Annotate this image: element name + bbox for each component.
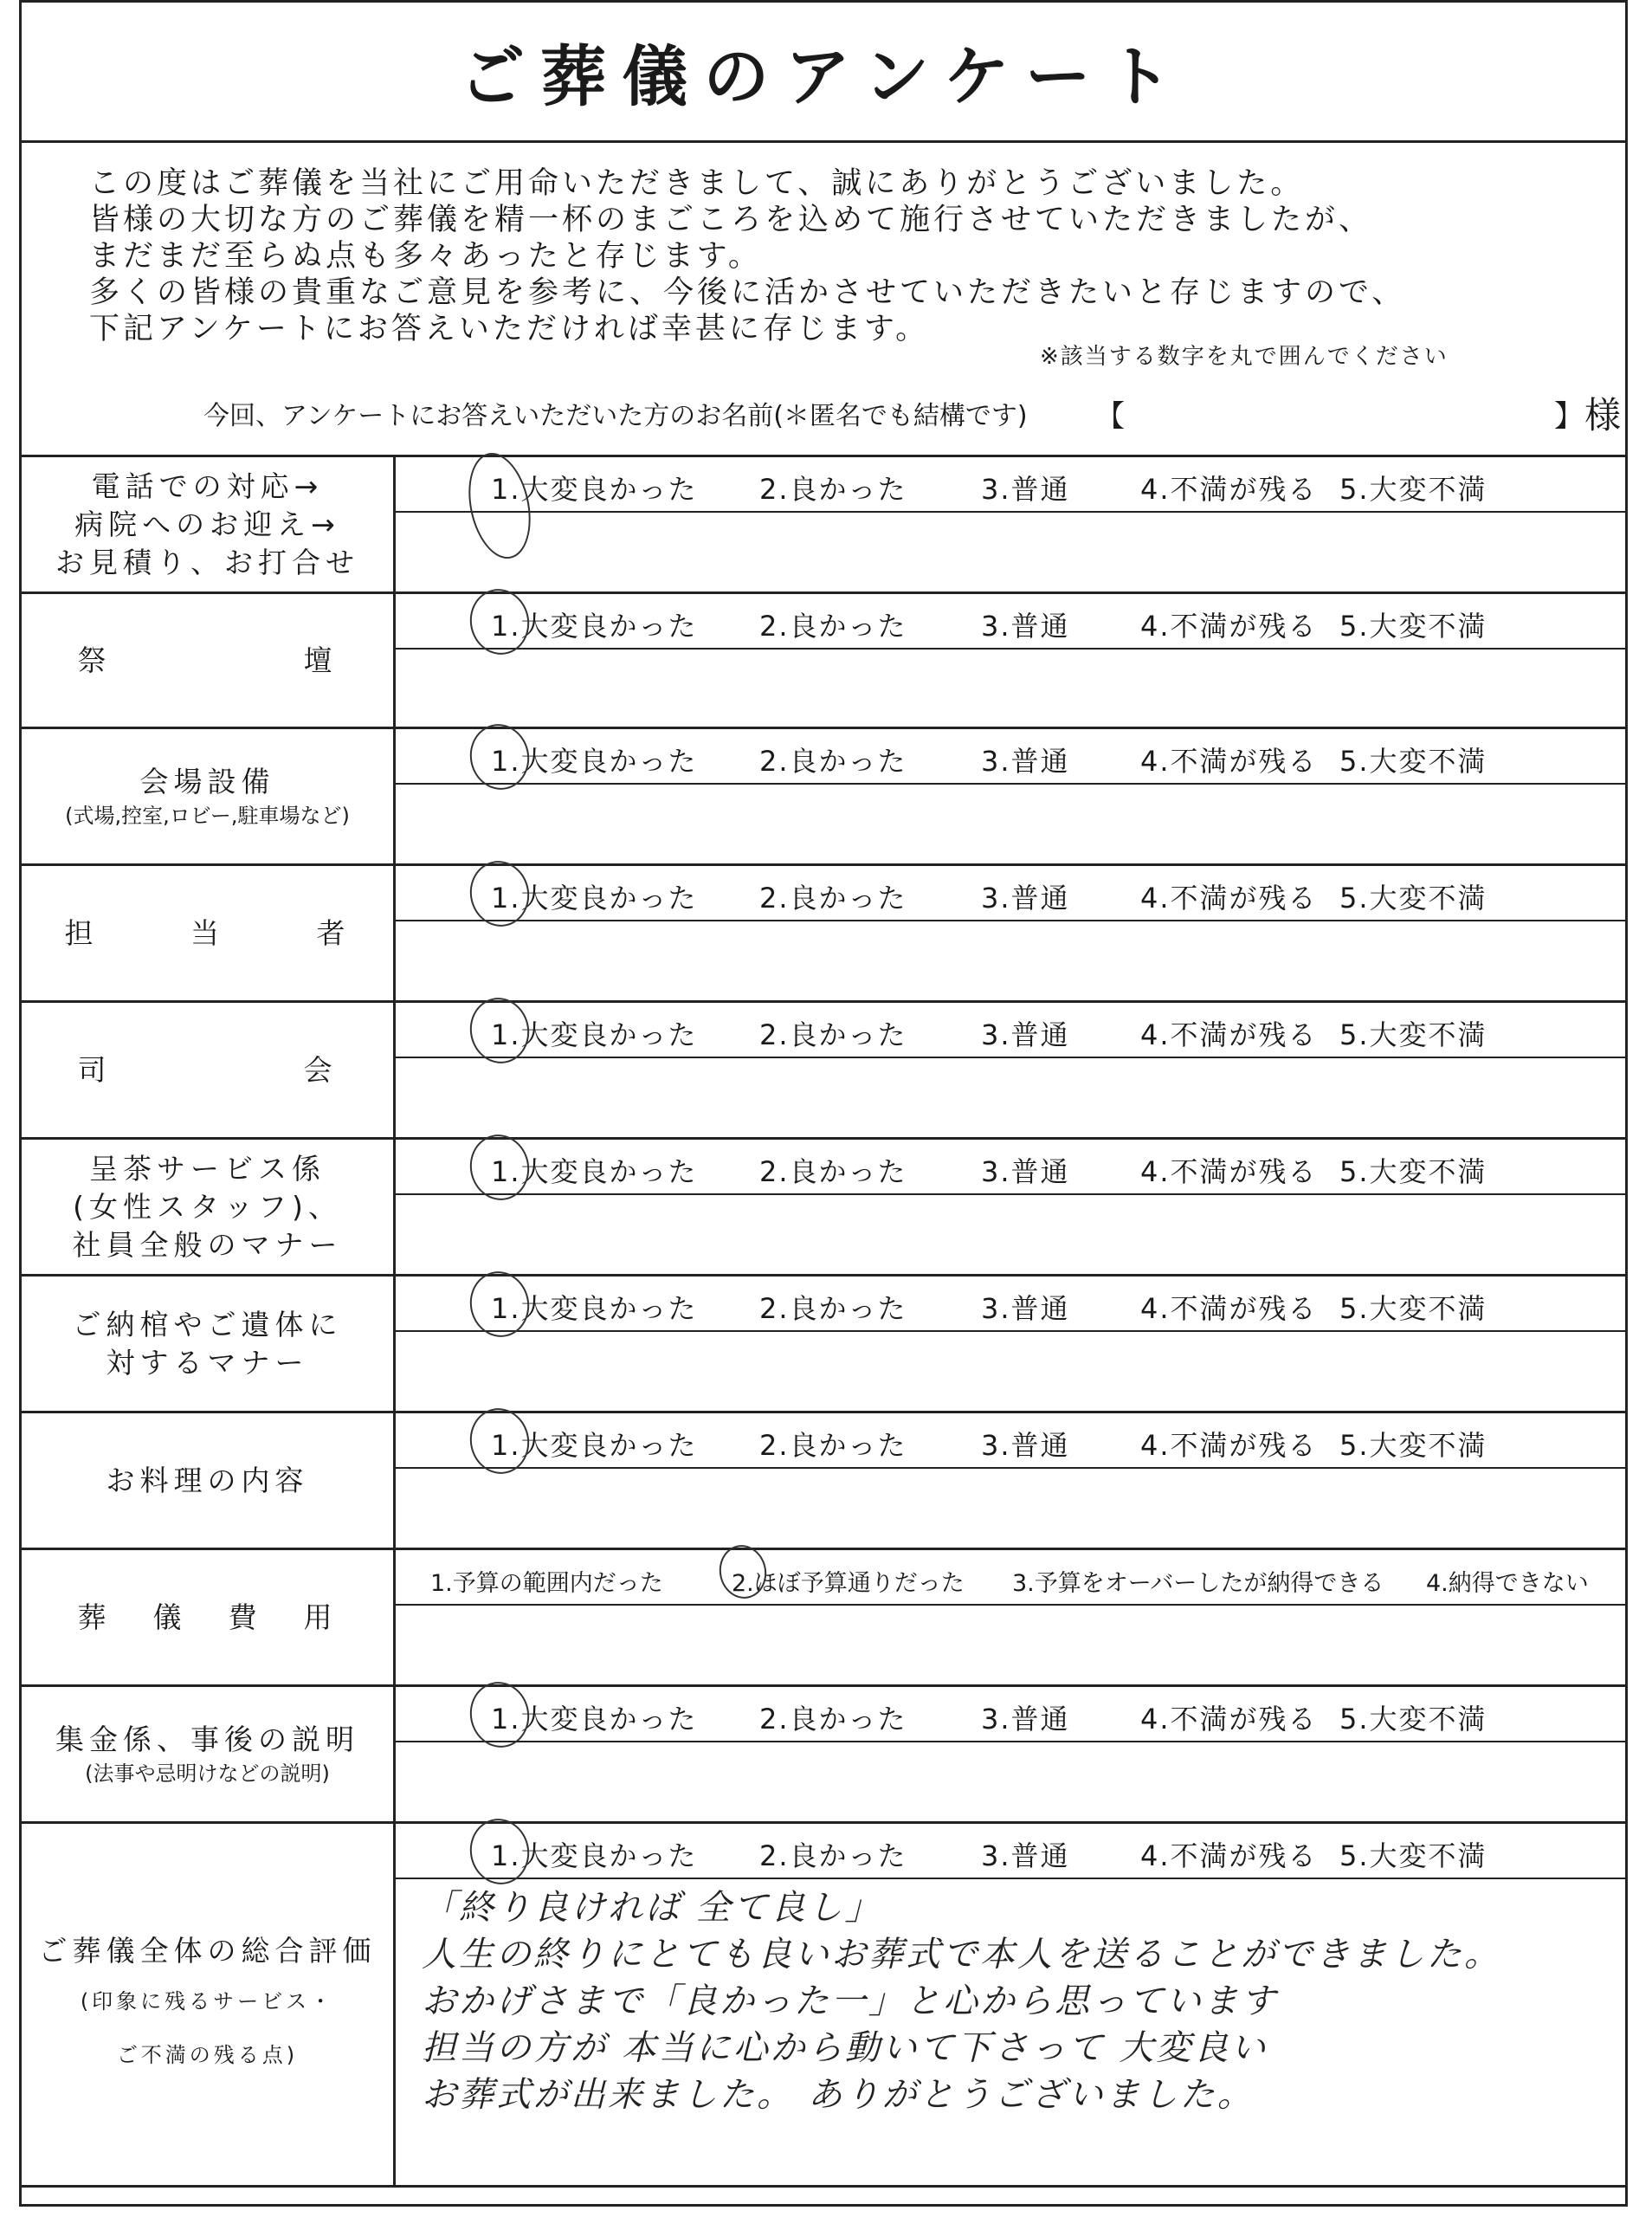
row-label-line: (女性スタッフ)、 [73, 1189, 342, 1224]
selection-circle [460, 447, 539, 564]
rating-option-1[interactable]: 1.大変良かった [491, 610, 698, 643]
row-label-char: 儀 [152, 1600, 187, 1634]
rating-options [396, 1003, 1625, 1058]
rating-option-2[interactable]: 2.良かった [759, 1155, 907, 1188]
rating-option-4[interactable]: 4.納得できない [1426, 1570, 1589, 1597]
selection-circle [464, 584, 535, 660]
name-bracket-open: 【 [1095, 399, 1125, 434]
rating-option-1[interactable]: 1.大変良かった [491, 1703, 698, 1735]
selection-circle [464, 1266, 535, 1342]
selection-circle [464, 1813, 535, 1890]
rating-options [396, 457, 1625, 513]
row-label-line: 会場設備 [139, 764, 275, 798]
row-label-line: ご葬儀全体の総合評価 [38, 1933, 377, 1968]
comment-line: 「終り良ければ 全て良し」 [422, 1888, 882, 1928]
rating-option-1[interactable]: 1.大変良かった [491, 1018, 698, 1051]
comment-line: おかげさまで「良かった一」と心から思っています [422, 1981, 1278, 2021]
row-label-line: 対するマナー [106, 1345, 309, 1380]
rating-option-4[interactable]: 4.不満が残る [1140, 1018, 1318, 1051]
title-box [22, 3, 1625, 143]
rating-option-2[interactable]: 2.良かった [759, 610, 907, 643]
rating-options [396, 1824, 1625, 1879]
rating-option-3[interactable]: 3.普通 [981, 1155, 1070, 1188]
comment-line: 人生の終りにとても良いお葬式で本人を送ることができました。 [422, 1935, 1501, 1975]
rating-option-5[interactable]: 5.大変不満 [1339, 745, 1487, 778]
comment-line: お葬式が出来ました。 ありがとうございました。 [422, 2075, 1255, 2115]
table-row [22, 1413, 1625, 1550]
name-bracket-close: 】 [1554, 399, 1584, 434]
row-label-sub: (印象に残るサービス・ [80, 1988, 335, 2013]
rating-option-3[interactable]: 3.普通 [981, 1292, 1070, 1325]
rating-options [396, 866, 1625, 921]
rating-option-4[interactable]: 4.不満が残る [1140, 1155, 1318, 1188]
row-label-char: 者 [316, 915, 351, 950]
rating-option-5[interactable]: 5.大変不満 [1339, 1839, 1487, 1872]
table-row [22, 1687, 1625, 1824]
selection-circle [464, 992, 535, 1069]
row-label-char: 祭 [77, 643, 112, 677]
intro-line: この度はご葬儀を当社にご用命いただきまして、誠にありがとうございました。 [89, 166, 1305, 201]
rating-option-2[interactable]: 2.良かった [759, 473, 907, 506]
selection-circle [464, 719, 535, 795]
rating-option-5[interactable]: 5.大変不満 [1339, 1703, 1487, 1735]
name-prompt-label: 今回、アンケートにお答えいただいた方のお名前(＊匿名でも結構です) [203, 401, 1028, 431]
selection-circle [464, 856, 535, 932]
rating-options [396, 1277, 1625, 1332]
row-label [22, 729, 396, 863]
rating-options [396, 594, 1625, 650]
row-label-char: 担 [64, 915, 99, 950]
rating-option-1[interactable]: 1.予算の範囲内だった [430, 1570, 663, 1597]
rating-option-3[interactable]: 3.普通 [981, 1703, 1070, 1735]
intro-line: まだまだ至らぬ点も多々あったと存じます。 [89, 239, 762, 274]
rating-option-3[interactable]: 3.普通 [981, 745, 1070, 778]
row-label [22, 457, 396, 591]
table-row [22, 594, 1625, 729]
rating-option-5[interactable]: 5.大変不満 [1339, 882, 1487, 915]
rating-option-2[interactable]: 2.良かった [759, 745, 907, 778]
rating-option-2[interactable]: 2.良かった [759, 1839, 907, 1872]
row-label-char: 当 [190, 915, 224, 950]
row-label-sub: ご不満の残る点) [116, 2042, 299, 2067]
row-label [22, 594, 396, 727]
table-row [22, 1550, 1625, 1687]
intro-text [89, 165, 1561, 347]
row-label-line: 集金係、事後の説明 [55, 1722, 359, 1756]
rating-option-3[interactable]: 3.普通 [981, 1839, 1070, 1872]
row-label-sub: (式場,控室,ロビー,駐車場など) [65, 803, 350, 828]
row-label-line: 社員全般のマナー [72, 1227, 343, 1262]
rating-option-2[interactable]: 2.ほぼ予算通りだった [732, 1570, 965, 1597]
selection-circle [464, 1403, 535, 1479]
row-label [22, 1003, 396, 1137]
rating-option-2[interactable]: 2.良かった [759, 1703, 907, 1735]
row-label-char: 用 [303, 1600, 338, 1634]
rating-option-1[interactable]: 1.大変良かった [491, 1429, 698, 1462]
row-label-line: ご納棺やご遺体に [72, 1307, 343, 1341]
row-label-line: お見積り、お打合せ [55, 545, 359, 579]
rating-option-1[interactable]: 1.大変良かった [491, 745, 698, 778]
row-label-spread [65, 915, 351, 953]
selection-circle [464, 1677, 535, 1753]
table-row [22, 457, 1625, 594]
row-label-sub: (法事や忌明けなどの説明) [85, 1761, 330, 1786]
rating-option-1[interactable]: 1.大変良かった [491, 882, 698, 915]
rating-option-2[interactable]: 2.良かった [759, 1292, 907, 1325]
intro-line: 皆様の大切な方のご葬儀を精一杯のまごころを込めて施行させていただきましたが、 [89, 203, 1373, 237]
rating-option-3[interactable]: 3.普通 [981, 473, 1070, 506]
table-row [22, 1824, 1625, 2188]
name-suffix: 様 [1584, 394, 1622, 436]
rating-option-5[interactable]: 5.大変不満 [1339, 1155, 1487, 1188]
table-row [22, 1277, 1625, 1413]
selection-circle [464, 1129, 535, 1205]
rating-options [396, 1413, 1625, 1469]
row-label-line: お料理の内容 [106, 1463, 309, 1497]
table-row [22, 866, 1625, 1003]
rating-option-3[interactable]: 3.普通 [981, 1429, 1070, 1462]
row-label-spread [78, 1051, 338, 1089]
rating-option-4[interactable]: 4.不満が残る [1140, 1839, 1318, 1872]
table-row [22, 1003, 1625, 1140]
rating-option-1[interactable]: 1.大変良かった [491, 1155, 698, 1188]
table-row [22, 729, 1625, 866]
rating-option-4[interactable]: 4.不満が残る [1140, 1703, 1318, 1735]
row-label-line: 電話での対応→ [91, 469, 324, 503]
instruction-note: ※該当する数字を丸で囲んでください [1040, 344, 1449, 370]
row-label [22, 1687, 396, 1821]
rating-option-5[interactable]: 5.大変不満 [1339, 610, 1487, 643]
row-label-spread [78, 1599, 338, 1637]
row-label-char: 葬 [77, 1600, 112, 1634]
row-label [22, 1277, 396, 1411]
form-title: ご葬儀のアンケート [459, 38, 1188, 115]
rating-option-1[interactable]: 1.大変良かった [491, 1839, 698, 1872]
rating-option-2[interactable]: 2.良かった [759, 882, 907, 915]
intro-line: 下記アンケートにお答えいただければ幸甚に存じます。 [89, 312, 930, 346]
row-label [22, 866, 396, 1000]
row-label [22, 1824, 396, 2185]
rating-options [396, 1140, 1625, 1195]
rating-option-5[interactable]: 5.大変不満 [1339, 1429, 1487, 1462]
rating-options [396, 1550, 1625, 1606]
row-label [22, 1413, 396, 1548]
survey-form [19, 0, 1628, 2207]
rating-options [396, 729, 1625, 785]
row-label [22, 1140, 396, 1274]
rating-option-4[interactable]: 4.不満が残る [1140, 473, 1318, 506]
rating-option-5[interactable]: 5.大変不満 [1339, 473, 1487, 506]
row-label-spread [78, 642, 338, 680]
name-field-row [203, 391, 1632, 434]
intro-line: 多くの皆様の貴重なご意見を参考に、今後に活かさせていただきたいと存じますので、 [89, 275, 1406, 310]
comment-line: 担当の方が 本当に心から動いて下さって 大変良い [422, 2028, 1268, 2068]
rating-option-3[interactable]: 3.普通 [981, 1018, 1070, 1051]
row-label-char: 会 [303, 1052, 338, 1087]
row-label-char: 費 [228, 1600, 262, 1634]
row-label-line: 病院へのお迎え→ [74, 507, 340, 541]
row-label-char: 司 [77, 1052, 112, 1087]
rating-option-2[interactable]: 2.良かった [759, 1429, 907, 1462]
table-row [22, 1140, 1625, 1277]
rating-option-5[interactable]: 5.大変不満 [1339, 1018, 1487, 1051]
rating-option-4[interactable]: 4.不満が残る [1140, 1292, 1318, 1325]
rating-option-1[interactable]: 1.大変良かった [491, 473, 698, 506]
row-label-char: 壇 [303, 643, 338, 677]
rating-option-1[interactable]: 1.大変良かった [491, 1292, 698, 1325]
rating-option-3[interactable]: 3.普通 [981, 610, 1070, 643]
rating-options [396, 1687, 1625, 1742]
rating-option-3[interactable]: 3.予算をオーバーしたが納得できる [1012, 1570, 1384, 1597]
rating-option-3[interactable]: 3.普通 [981, 882, 1070, 915]
row-label-line: 呈茶サービス係 [89, 1151, 326, 1186]
row-label [22, 1550, 396, 1684]
rating-option-4[interactable]: 4.不満が残る [1140, 610, 1318, 643]
handwritten-comment [396, 1879, 1625, 2185]
rating-option-4[interactable]: 4.不満が残る [1140, 1429, 1318, 1462]
rating-option-4[interactable]: 4.不満が残る [1140, 745, 1318, 778]
rating-option-2[interactable]: 2.良かった [759, 1018, 907, 1051]
rating-table [22, 455, 1625, 2188]
rating-option-5[interactable]: 5.大変不満 [1339, 1292, 1487, 1325]
rating-option-4[interactable]: 4.不満が残る [1140, 882, 1318, 915]
